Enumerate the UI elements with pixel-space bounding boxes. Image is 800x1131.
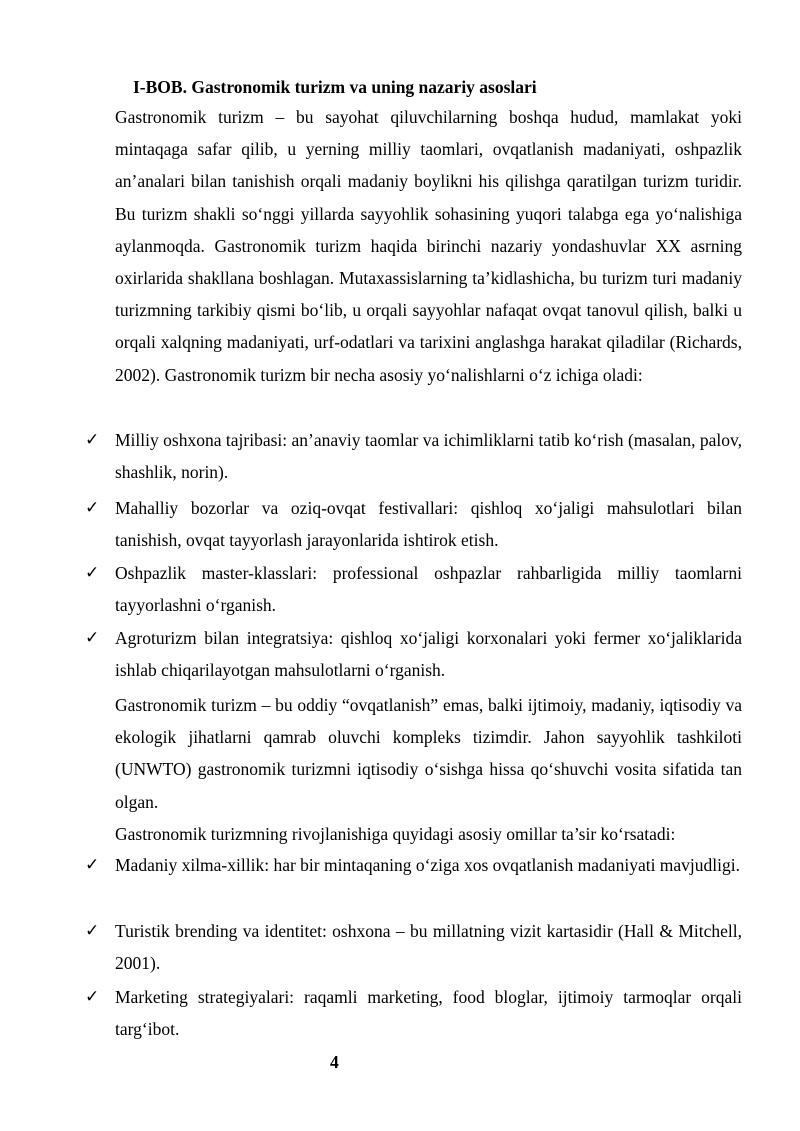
factors-paragraph: Gastronomik turizmning rivojlanishiga quyidagi asosiy omillar ta’sir ko‘rsatadi: [115,824,676,844]
list-item-text: Turistik brending va identitet: oshxona – bu millatning vizit kartasidir (Hall & Mitchell, 2001). [115,921,742,974]
unwto-paragraph: Gastronomik turizm – bu oddiy “ovqatlanish” emas, balki ijtimoiy, madaniy, iqtisodiy va ekologik jihatlarni qamrab oluvchi kompleks tizimdir. Jahon sayyohlik tashkiloti (UNWTO) gastronomik turizmni iqtisodiy o‘sishga hissa qo‘shuvchi vosita sifatida tan olgan. [115,695,742,812]
intro-paragraph: Gastronomik turizm – bu sayohat qiluvchilarning boshqa hudud, mamlakat yoki mintaqaga safar qilib, u yerning milliy taomlari, ovqatlanish madaniyati, oshpazlik an’analari bilan tanishish orqali madaniy boylikni his qilishga qaratilgan turizm turidir. Bu turizm shakli so‘nggi yillarda sayyohlik sohasining yuqori talabga ega yo‘nalishiga aylanmoqda. Gastronomik turizm haqida birinchi nazariy yondashuvlar XX asrning oxirlarida shakllana boshlagan. Mutaxassislarning ta’kidlashicha, bu turizm turi madaniy turizmning tarkibiy qismi bo‘lib, u orqali sayyohlar nafaqat ovqat tanovul qilish, balki u orqali xalqning madaniyati, urf-odatlari va tarixini anglashga harakat qiladilar (Richards, 2002). Gastronomik turizm bir necha asosiy yo‘nalishlarni o‘z ichiga oladi: [115,107,742,385]
page-number: 4 [330,1052,339,1072]
checkmark-icon: ✓ [85,563,100,583]
checkmark-icon: ✓ [85,921,100,941]
checkmark-icon: ✓ [85,430,100,450]
list-item-text: Mahalliy bozorlar va oziq-ovqat festivallari: qishloq xo‘jaligi mahsulotlari bilan tanishish, ovqat tayyorlash jarayonlarida ishtirok etish. [115,498,742,551]
list-item-text: Madaniy xilma-xillik: har bir mintaqaning o‘ziga xos ovqatlanish madaniyati mavjudligi. [115,855,741,875]
checkmark-icon: ✓ [85,987,100,1007]
list-item-text: Agroturizm bilan integratsiya: qishloq xo‘jaligi korxonalari yoki fermer xo‘jaliklarida ishlab chiqarilayotgan mahsulotlarni o‘rganish. [115,628,742,681]
list-item-text: Oshpazlik master-klasslari: professional oshpazlar rahbarligida milliy taomlarni tayyorlashni o‘rganish. [115,563,742,616]
list-item-text: Marketing strategiyalari: raqamli marketing, food bloglar, ijtimoiy tarmoqlar orqali targ‘ibot. [115,987,742,1040]
chapter-heading: I-BOB. Gastronomik turizm va uning nazariy asoslari [133,77,537,97]
checkmark-icon: ✓ [85,498,100,518]
list-item-text: Milliy oshxona tajribasi: an’anaviy taomlar va ichimliklarni tatib ko‘rish (masalan, palov, shashlik, norin). [115,430,742,483]
checkmark-icon: ✓ [85,628,100,648]
checkmark-icon: ✓ [85,855,100,875]
